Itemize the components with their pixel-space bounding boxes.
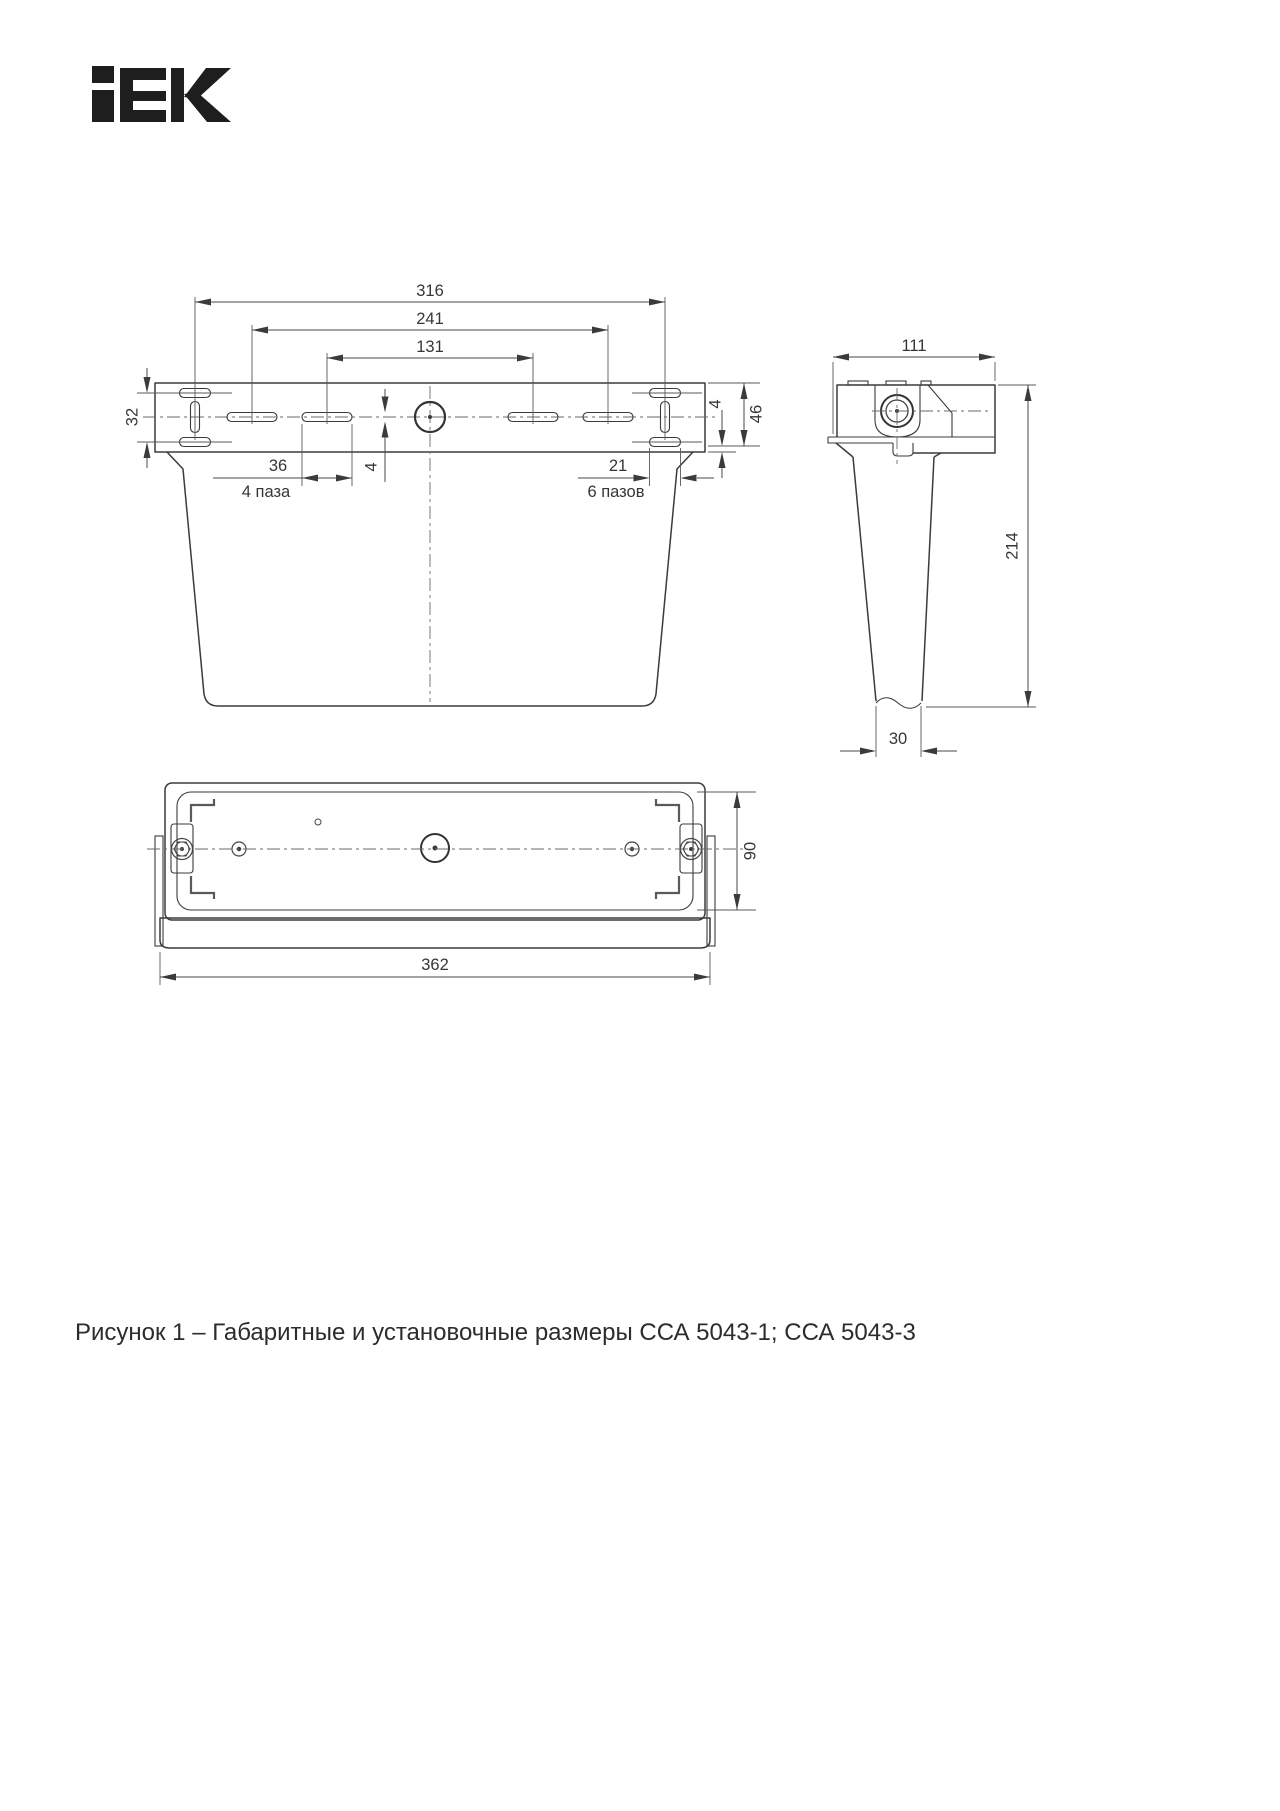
dim-316-label: 316 bbox=[416, 282, 444, 300]
bezel-outline bbox=[160, 918, 710, 948]
logo-k bbox=[171, 68, 231, 122]
dimension-4-slot bbox=[362, 389, 388, 482]
bottom-holes bbox=[232, 819, 639, 862]
dimension-36 bbox=[213, 457, 352, 501]
front-extension-lines bbox=[137, 297, 760, 486]
dim-4-slot-label: 4 bbox=[362, 462, 381, 472]
side-body-outline bbox=[836, 443, 941, 708]
dim-32-label: 32 bbox=[123, 407, 142, 427]
dim-46-label: 46 bbox=[747, 404, 766, 424]
dimension-21 bbox=[578, 457, 714, 501]
left-latch bbox=[171, 824, 193, 873]
right-lip bbox=[707, 836, 715, 946]
dim-30-label: 30 bbox=[888, 730, 908, 748]
figure-caption: Рисунок 1 – Габаритные и установочные размеры ССА 5043-1; ССА 5043-3 bbox=[75, 1319, 916, 1346]
label-4-slots: 4 паза bbox=[241, 483, 291, 501]
bottom-inner-outline bbox=[177, 792, 693, 910]
logo-i-dot bbox=[92, 66, 114, 83]
dimension-131 bbox=[327, 338, 533, 362]
iek-logo bbox=[92, 66, 231, 122]
dim-111-label: 111 bbox=[901, 337, 927, 355]
bottom-view bbox=[147, 783, 759, 985]
dim-241-label: 241 bbox=[416, 310, 444, 328]
front-centerlines bbox=[143, 386, 717, 702]
dimension-214 bbox=[926, 385, 1036, 707]
side-view bbox=[828, 337, 1036, 757]
dim-131-label: 131 bbox=[416, 338, 444, 356]
dim-90-label: 90 bbox=[741, 841, 760, 861]
logo-i-stem bbox=[92, 90, 114, 122]
dimension-32 bbox=[123, 368, 150, 468]
dimension-316 bbox=[195, 282, 665, 306]
right-latch bbox=[680, 824, 702, 873]
dim-4-flange-label: 4 bbox=[706, 399, 725, 409]
dimension-46 bbox=[741, 383, 766, 446]
dimension-4-flange bbox=[706, 399, 725, 478]
dim-21-label: 21 bbox=[608, 457, 628, 475]
dimension-30 bbox=[840, 706, 957, 757]
left-lip bbox=[155, 836, 163, 946]
dim-36-label: 36 bbox=[268, 457, 288, 475]
dimension-362 bbox=[160, 952, 710, 985]
dim-362-label: 362 bbox=[421, 956, 449, 974]
break-line bbox=[876, 698, 921, 709]
label-6-slots: 6 пазов bbox=[587, 483, 645, 501]
logo-e bbox=[120, 68, 166, 122]
dimension-241 bbox=[252, 310, 608, 334]
dim-214-label: 214 bbox=[1003, 532, 1022, 560]
front-view bbox=[123, 282, 765, 706]
dimension-90 bbox=[697, 792, 759, 910]
